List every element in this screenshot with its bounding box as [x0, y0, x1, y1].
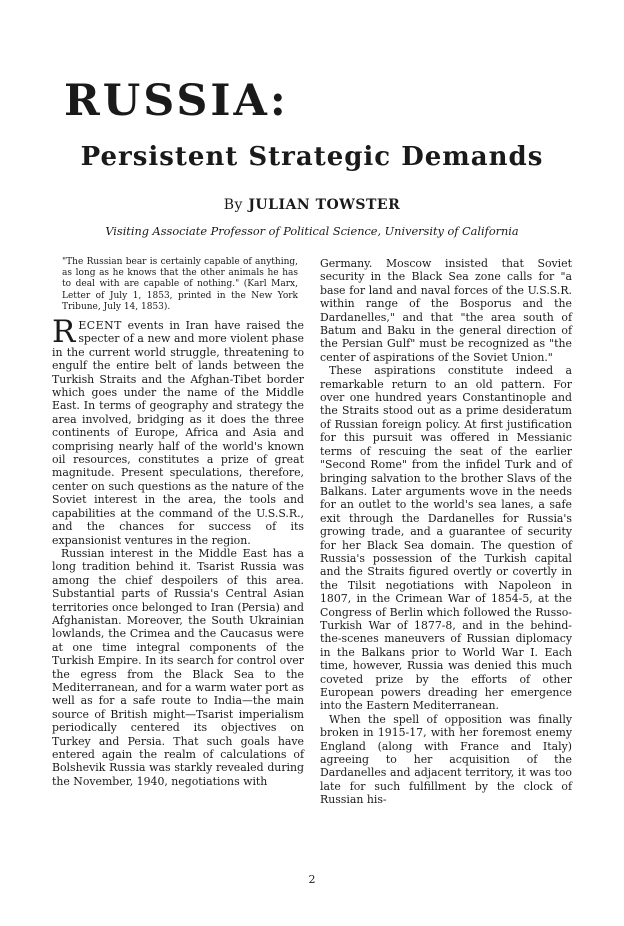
epigraph [52, 257, 304, 313]
author-name: JULIAN TOWSTER [248, 197, 401, 213]
lead-caps: ECENT [78, 319, 122, 333]
paragraph [52, 314, 304, 547]
epigraph-quote: "The Russian bear is certainly capable of anything, as long as he knows that the other animals he has to deal with are capable of nothing." (Karl Marx, Letter of July 1, 1853, printed in the New York Tribune, July 14, 1853). [62, 257, 298, 312]
byline [0, 197, 624, 213]
left-column [52, 257, 304, 788]
right-column [320, 257, 572, 807]
paragraph: Russian interest in the Middle East has a long tradition behind it. Tsarist Russia was among the chief despoilers of this area. Substantial parts of Russia's Central Asian territories once belonged to Iran (Persia) and Afghanistan. Moreover, the South Ukrainian lowlands, the Crimea and the Caucasus were at one time integral components of the Turkish Empire. In its search for control over the egress from the Black Sea to the Mediterranean, and for a warm water port as well as for a safe route to India—the main source of British might—Tsarist imperialism periodically centered its objectives on Turkey and Persia. That such goals have entered again the realm of calculations of Bolshevik Russia was starkly revealed during the November, 1940, negotiations with [52, 546, 304, 788]
paragraph-text: events in Iran have raised the specter of a new and more violent phase in the current world struggle, threatening to engulf the entire belt of lands between the Turkish Straits and the Afghan-Tibet border which goes under the name of the Middle East. In terms of geography and strategy the area involved, bridging as it does the three continents of Europe, Africa and Asia and comprising nearly half of the world's known oil resources, constitutes a prize of great magnitude. Present speculations, therefore, center on such questions as the nature of the Soviet interest in the area, the tools and capabilities at the command of the U.S.S.R., and the chances for success of its expansionist ventures in the region. [52, 319, 304, 547]
paragraph: These aspirations constitute indeed a remarkable return to an old pattern. For over one hundred years Constantinople and the Straits stood out as a prime desideratum of Russian foreign policy. At first justification for this pursuit was offered in Messianic terms of rescuing the seat of the earlier "Second Rome" from the infidel Turk and of bringing salvation to the brother Slavs of the Balkans. Later arguments wove in the needs for an outlet to the world's sea lanes, a safe exit through the Dardanelles for Russia's growing trade, and a guarantee of security for her Black Sea domain. The question of Russia's possession of the Turkish capital and the Straits figured overtly or covertly in the Tilsit negotiations with Napoleon in 1807, in the Crimean War of 1854-5, at the Congress of Berlin which followed the Russo-Turkish War of 1877-8, and in the behind-the-scenes maneuvers of Russian diplomacy in the Balkans prior to World War I. Each time, however, Russia was denied this much coveted prize by the efforts of other European powers dreading her emergence into the Eastern Mediterranean. [320, 364, 572, 713]
article-title: RUSSIA: [64, 76, 289, 126]
author-affiliation: Visiting Associate Professor of Political Science, University of California [105, 225, 519, 238]
drop-cap: R [52, 314, 76, 351]
paragraph: When the spell of opposition was finally broken in 1915-17, with her foremost enemy England (along with France and Italy) agreeing to her acquisition of the Dardanelles and adjacent territory, it was too late for such fulfillment by the clock of Russian his- [320, 712, 572, 807]
paragraph: Germany. Moscow insisted that Soviet security in the Black Sea zone calls for "a base for land and naval forces of the U.S.S.R. within range of the Bosporus and the Dardanelles," and that "the area south of Batum and Baku in the general direction of the Persian Gulf" must be recognized as "the center of aspirations of the Soviet Union." [320, 257, 572, 364]
byline-prefix: By [223, 197, 243, 213]
article-subtitle: Persistent Strategic Demands [80, 142, 544, 172]
page-number: 2 [308, 873, 316, 886]
